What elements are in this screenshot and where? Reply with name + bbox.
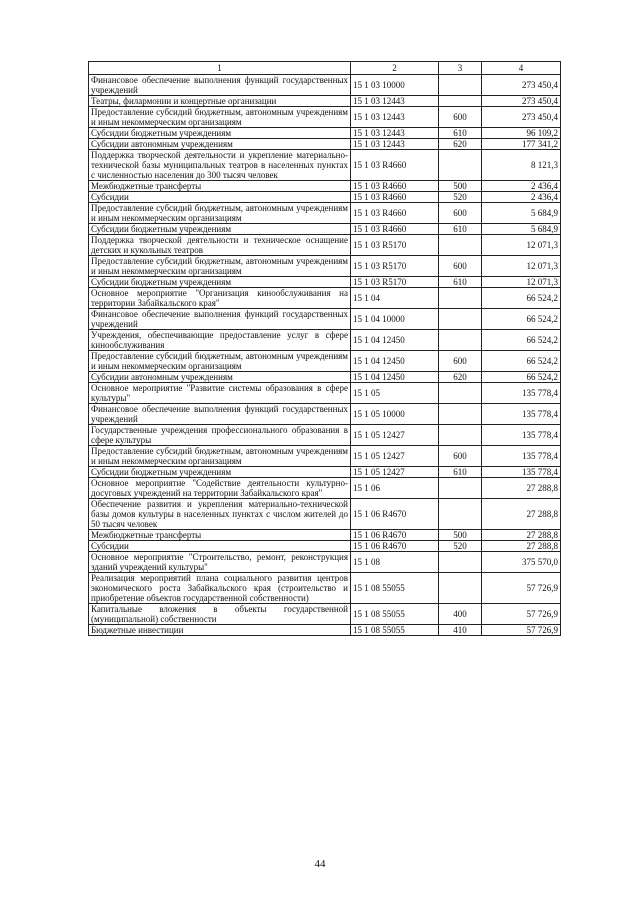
row-type-cell: 520 [439,192,482,203]
row-code-cell: 15 1 03 12443 [351,128,439,139]
table-row [89,573,561,604]
row-code-cell: 15 1 06 R4670 [351,541,439,552]
row-sum-cell: 2 436,4 [482,192,561,203]
row-sum-cell: 66 524,2 [482,351,561,372]
row-type-cell [439,309,482,330]
table-row [89,96,561,107]
row-name-cell: Театры, филармонии и концертные организации [89,96,351,107]
row-sum-cell: 375 570,0 [482,552,561,573]
table-row [89,478,561,499]
table-row [89,192,561,203]
row-sum-cell: 273 450,4 [482,96,561,107]
row-code-cell: 15 1 03 R4660 [351,203,439,224]
row-type-cell: 500 [439,181,482,192]
row-code-cell: 15 1 05 [351,383,439,404]
row-type-cell: 600 [439,203,482,224]
table-row [89,625,561,636]
row-sum-cell: 135 778,4 [482,467,561,478]
row-code-cell: 15 1 08 [351,552,439,573]
table-row [89,330,561,351]
row-name-cell: Субсидии [89,192,351,203]
row-name-cell: Межбюджетные трансферты [89,530,351,541]
row-name-cell: Субсидии бюджетным учреждениям [89,467,351,478]
row-name-cell: Субсидии бюджетным учреждениям [89,224,351,235]
table-header-row [89,62,561,75]
row-code-cell: 15 1 03 12443 [351,107,439,128]
table-row [89,425,561,446]
row-name-cell: Капитальные вложения в объекты государственной (муниципальной) собственности [89,604,351,625]
table-row [89,552,561,573]
row-type-cell: 600 [439,256,482,277]
row-name-cell: Основное мероприятие "Развитие системы образования в сфере культуры" [89,383,351,404]
row-code-cell: 15 1 05 12427 [351,446,439,467]
table-row [89,150,561,181]
row-name-cell: Субсидии бюджетным учреждениям [89,128,351,139]
row-sum-cell: 57 726,9 [482,573,561,604]
table-row [89,288,561,309]
table-row [89,499,561,530]
row-code-cell: 15 1 04 12450 [351,330,439,351]
row-sum-cell: 66 524,2 [482,372,561,383]
budget-table [88,61,561,636]
row-sum-cell: 135 778,4 [482,425,561,446]
row-name-cell: Основное мероприятие "Строительство, ремонт, реконструкция зданий учреждений культуры" [89,552,351,573]
page-number: 44 [314,858,326,870]
row-type-cell: 610 [439,467,482,478]
row-code-cell: 15 1 05 10000 [351,404,439,425]
row-type-cell [439,330,482,351]
table-row [89,139,561,150]
table-row [89,277,561,288]
row-sum-cell: 27 288,8 [482,541,561,552]
table-row [89,203,561,224]
row-code-cell: 15 1 03 R5170 [351,235,439,256]
row-code-cell: 15 1 08 55055 [351,573,439,604]
row-sum-cell: 12 071,3 [482,256,561,277]
row-sum-cell: 5 684,9 [482,203,561,224]
row-type-cell [439,478,482,499]
row-type-cell [439,573,482,604]
table-row [89,181,561,192]
row-name-cell: Поддержка творческой деятельности и укрепление материально-технической базы муниципальных театров в населенных пунктах с численностью населения до 300 тысяч человек [89,150,351,181]
row-code-cell: 15 1 03 R5170 [351,277,439,288]
row-name-cell: Субсидии бюджетным учреждениям [89,277,351,288]
row-type-cell: 400 [439,604,482,625]
row-name-cell: Межбюджетные трансферты [89,181,351,192]
row-name-cell: Предоставление субсидий бюджетным, автономным учреждениям и иным некоммерческим организациям [89,446,351,467]
row-name-cell: Бюджетные инвестиции [89,625,351,636]
table-row [89,128,561,139]
row-type-cell: 520 [439,541,482,552]
row-type-cell [439,552,482,573]
row-sum-cell: 8 121,3 [482,150,561,181]
row-type-cell: 610 [439,224,482,235]
row-type-cell [439,288,482,309]
row-sum-cell: 273 450,4 [482,75,561,96]
row-type-cell: 410 [439,625,482,636]
row-code-cell: 15 1 03 10000 [351,75,439,96]
row-sum-cell: 57 726,9 [482,625,561,636]
table-row [89,256,561,277]
row-name-cell: Субсидии автономным учреждениям [89,372,351,383]
row-code-cell: 15 1 06 R4670 [351,530,439,541]
row-sum-cell: 5 684,9 [482,224,561,235]
row-name-cell: Предоставление субсидий бюджетным, автономным учреждениям и иным некоммерческим организациям [89,256,351,277]
row-sum-cell: 96 109,2 [482,128,561,139]
row-code-cell: 15 1 03 12443 [351,139,439,150]
row-name-cell: Финансовое обеспечение выполнения функций государственных учреждений [89,404,351,425]
row-code-cell: 15 1 06 [351,478,439,499]
table-row [89,372,561,383]
row-sum-cell: 2 436,4 [482,181,561,192]
row-sum-cell: 135 778,4 [482,446,561,467]
row-sum-cell: 66 524,2 [482,309,561,330]
row-type-cell [439,383,482,404]
table-row [89,530,561,541]
row-type-cell [439,235,482,256]
header-col-3: 3 [439,62,482,75]
row-type-cell: 600 [439,351,482,372]
row-type-cell [439,404,482,425]
table-row [89,446,561,467]
row-code-cell: 15 1 04 12450 [351,351,439,372]
row-code-cell: 15 1 04 [351,288,439,309]
row-name-cell: Предоставление субсидий бюджетным, автономным учреждениям и иным некоммерческим организациям [89,107,351,128]
row-code-cell: 15 1 03 R4660 [351,150,439,181]
row-sum-cell: 12 071,3 [482,235,561,256]
row-name-cell: Учреждения, обеспечивающие предоставление услуг в сфере кинообслуживания [89,330,351,351]
row-sum-cell: 27 288,8 [482,530,561,541]
row-sum-cell: 135 778,4 [482,383,561,404]
row-code-cell: 15 1 04 10000 [351,309,439,330]
row-code-cell: 15 1 04 12450 [351,372,439,383]
row-code-cell: 15 1 08 55055 [351,625,439,636]
table-row [89,604,561,625]
row-name-cell: Обеспечение развития и укрепления материально-технической базы домов культуры в населенных пунктах с числом жителей до 50 тысяч человек [89,499,351,530]
row-code-cell: 15 1 03 R4660 [351,192,439,203]
row-name-cell: Основное мероприятие "Содействие деятельности культурно-досуговых учреждений на территории Забайкальского края" [89,478,351,499]
row-name-cell: Предоставление субсидий бюджетным, автономным учреждениям и иным некоммерческим организациям [89,203,351,224]
table-row [89,383,561,404]
row-sum-cell: 27 288,8 [482,478,561,499]
row-type-cell [439,425,482,446]
row-type-cell: 600 [439,107,482,128]
row-sum-cell: 57 726,9 [482,604,561,625]
row-type-cell: 500 [439,530,482,541]
row-code-cell: 15 1 03 12443 [351,96,439,107]
table-row [89,107,561,128]
row-name-cell: Основное мероприятие "Организация кинообслуживания на территории Забайкальского края" [89,288,351,309]
row-sum-cell: 273 450,4 [482,107,561,128]
row-code-cell: 15 1 08 55055 [351,604,439,625]
table-row [89,75,561,96]
table-row [89,541,561,552]
row-name-cell: Финансовое обеспечение выполнения функций государственных учреждений [89,309,351,330]
row-type-cell [439,96,482,107]
row-type-cell [439,75,482,96]
row-type-cell [439,150,482,181]
row-sum-cell: 66 524,2 [482,288,561,309]
table-row [89,404,561,425]
row-code-cell: 15 1 03 R4660 [351,224,439,235]
row-type-cell: 620 [439,372,482,383]
table-row [89,224,561,235]
row-sum-cell: 27 288,8 [482,499,561,530]
row-name-cell: Реализация мероприятий плана социального развития центров экономического роста Забайкальского края (строительство и приобретение объектов государственной собственности) [89,573,351,604]
row-code-cell: 15 1 06 R4670 [351,499,439,530]
row-code-cell: 15 1 05 12427 [351,467,439,478]
table-row [89,351,561,372]
row-sum-cell: 177 341,2 [482,139,561,150]
row-name-cell: Государственные учреждения профессионального образования в сфере культуры [89,425,351,446]
row-name-cell: Финансовое обеспечение выполнения функций государственных учреждений [89,75,351,96]
row-sum-cell: 12 071,3 [482,277,561,288]
row-sum-cell: 66 524,2 [482,330,561,351]
table-row [89,467,561,478]
header-col-4: 4 [482,62,561,75]
header-col-2: 2 [351,62,439,75]
row-type-cell [439,499,482,530]
row-name-cell: Субсидии автономным учреждениям [89,139,351,150]
header-col-1: 1 [89,62,351,75]
row-name-cell: Поддержка творческой деятельности и техническое оснащение детских и кукольных театров [89,235,351,256]
row-code-cell: 15 1 05 12427 [351,425,439,446]
row-name-cell: Предоставление субсидий бюджетным, автономным учреждениям и иным некоммерческим организациям [89,351,351,372]
row-code-cell: 15 1 03 R4660 [351,181,439,192]
row-type-cell: 610 [439,128,482,139]
row-type-cell: 610 [439,277,482,288]
table-row [89,309,561,330]
row-name-cell: Субсидии [89,541,351,552]
row-code-cell: 15 1 03 R5170 [351,256,439,277]
row-type-cell: 600 [439,446,482,467]
table-row [89,235,561,256]
row-sum-cell: 135 778,4 [482,404,561,425]
row-type-cell: 620 [439,139,482,150]
